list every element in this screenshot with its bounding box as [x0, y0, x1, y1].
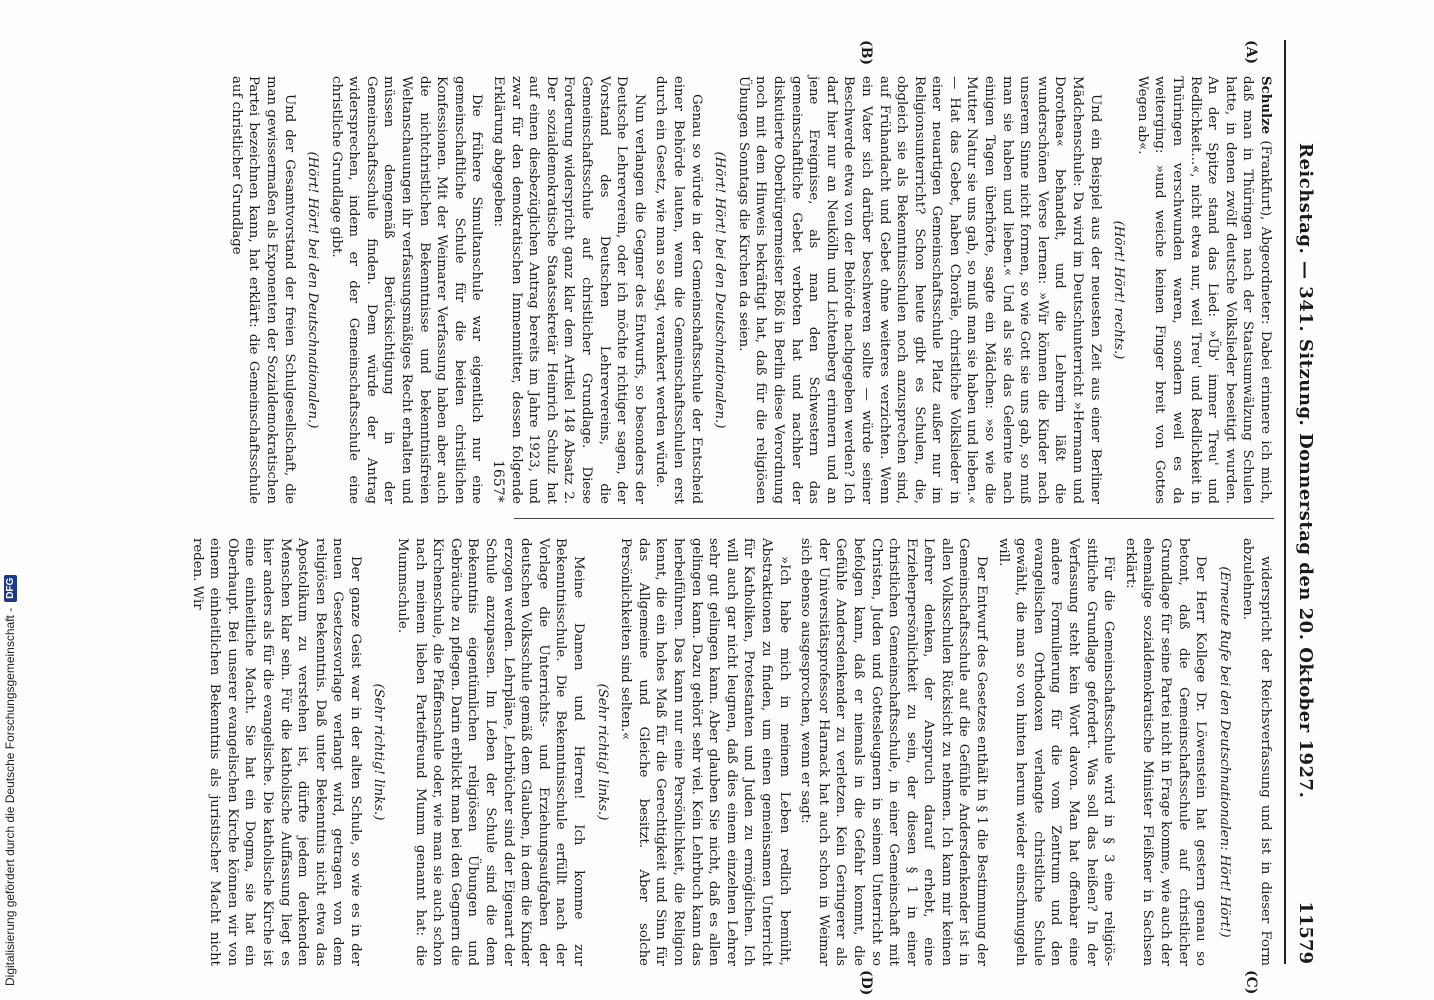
column-divider	[514, 518, 1274, 519]
paragraph	[994, 538, 1117, 966]
paragraph	[327, 76, 485, 504]
page-header	[1284, 40, 1326, 964]
interjection: (Hört! Hört! bei den Deutschnationalen.)	[305, 151, 321, 429]
paragraph-text: Genau so würde in der Gemeinschaftsschule der Entscheid einer Behörde lauten, wenn die Gemeinschaftsschulen erst durch ein Gesetz, wie man so sagt, verankert werden würde.	[653, 76, 704, 504]
speaker-name: Schulze	[1258, 76, 1273, 135]
paragraph	[394, 538, 588, 966]
paragraph-text: Der Entwurf des Gesetzes enthält in § 1 die Bestimmung der Gemeinschaftsschule auf die Gefühle Andersdenkender ist in allen Volksschulen Rücksicht zu nehmen. Ich kann mir keinen Lehrer denken, der Anspruch darauf erhebt, eine Erzieherpersönlichkeit zu sein, der diesen § 1 in einer christlichen Gemeinschaftsschule, in einer Gemeinschaft mit Christen, Juden und Gottesleugnern in seinem Unterricht so befolgen kann, daß er niemals in die Gefahr kommt, die Gefühle Andersdenkender zu verletzen. Kein Geringerer als der Universitätsprofessor Harnack hat auch schon in Weimar sich ebenso ausgesprochen, wenn er sagt:	[798, 538, 990, 966]
interjection: (Sehr richtig! links.)	[371, 683, 387, 821]
paragraph-text: Nun verlangen die Gegner des Entwurfs, so besonders der Deutsche Lehrerverein, oder ich möchte richtiger sagen, der Vorstand des Deutschen Lehrervereins, die Gemeinschaftsschule auf christlicher Grundlage. Diese Forderung widerspricht ganz klar dem Artikel 148 Absatz 2. Der sozialdemokratische Staatssekretär Heinrich Schulz hat auf einen diesbezüglichen Antrag bereits im Jahre 1923, und zwar für den demokratischen Immenmitter, dessen folgende Erklärung abgegeben:	[491, 76, 647, 504]
header-title: Reichstag. — 341. Sitzung. Donnerstag den 20. Oktober 1927.	[1295, 143, 1317, 799]
interjection: (Sehr richtig! links.)	[594, 683, 610, 821]
paragraph-text: widerspricht der Reichsverfassung und ist in dieser Form abzulehnen.	[1240, 538, 1273, 966]
paragraph	[617, 538, 793, 966]
credit-text: Digitalisierung gefördert durch die Deutsche Forschungsgemeinschaft -	[3, 607, 17, 986]
paragraph-text: »Ich habe mich in meinem Leben redlich bemüht, Abstraktionen zu finden, um einen gemeinsamen Unterricht für Katholiken, Protestanten und Juden zu ermöglichen. Ich will auch gar nicht leugnen, daß dies einem einzelnen Lehrer sehr gut gelingen kann. Aber glauben Sie nicht, daß es allen gelingen kann. Dazu gehört sehr viel. Kein Lehrbuch kann das herbeiführen. Das kann nur eine Persönlichkeit, die Religion kennt, die ein hohes Maß für die Gerechtigkeit und Sinn für das Allgemeine und Gleiche besitzt. Aber solche Persönlichkeiten sind selten.«	[618, 538, 792, 966]
paragraph	[1133, 76, 1274, 504]
paragraph	[652, 76, 705, 504]
paragraph	[1239, 538, 1274, 966]
paragraph	[797, 538, 991, 966]
paragraph-text: Und der Gesamtvorstand der freien Schulgesellschaft, die man gewissermaßen als Exponenten der Sozialdemokratischen Partei bezeichnen kann, hat erklärt: die Gemeinschaftsschule auf christlicher Grundlage	[228, 76, 297, 504]
paragraph	[1121, 538, 1209, 966]
paragraph	[227, 76, 297, 504]
right-column	[184, 538, 1274, 966]
interjection: (Hört! Hört! bei den Deutschnationalen.)	[712, 151, 728, 429]
margin-marker-d: (D)	[858, 970, 874, 996]
interjection: (Hört! Hört! rechts.)	[1111, 220, 1127, 360]
paragraph	[188, 538, 364, 966]
paragraph-text: Und ein Beispiel aus der neuesten Zeit aus einer Berliner Mädchenschule: Da wird im Deutschunterricht »Hermann und Dorothea« behandelt, und die Lehrerin läßt die wunderschönen Verse lernen: »Wir können die Kinder nach unserem Sinne nicht formen, so wie Gott sie uns gab, so muß man sie haben und lieben.« Und als sie das Gelernte nach einigen Tagen überhörte, sagte ein Mädchen: »so wie die Mutter Natur sie uns gab, so muß man sie haben und lieben.« — Hat das Gebet, haben Choräle, christliche Volkslieder in einer neuartigen Gemeinschaftsschule Platz außer nur im Religionsunterricht? Schon heute gibt es Schulen, die, obgleich sie als Bekenntnisschulen noch anzusprechen sind, auf Frühandacht und Gebet ohne weiteres verzichten. Wenn ein Vater sich darüber beschweren sollte — würde seiner Beschwerde etwa von der Behörde nachgegeben werden? Ich darf hier nur an Neukölln und Lichtenberg erinnern und an jene Ereignisse, als man den Schwestern das gemeinschaftliche Gebet verboten hat und nachher der diskutierte Oberbürgermeister Böß in Berlin diese Verordnung noch mit dem Hinweis bekräftigt hat, daß für die religiösen Übungen Sonntags die Kirchen da seien.	[735, 76, 1103, 504]
left-column	[223, 76, 1274, 504]
page-footer: 1657*	[490, 460, 506, 503]
paragraph-text: Meine Damen und Herren! Ich komme zur Bekenntnisschule. Die Bekenntnisschule erfüllt nach der Vorlage die Unterrichts- und Erziehungsaufgaben der deutschen Volksschule gemäß dem Glauben, in dem die Kinder erzogen werden. Lehrpläne, Lehrbücher sind der Eigenart der Schule anzupassen. Im Leben der Schule sind die dem Bekenntnis eigentümlichen religiösen Übungen und Gebräuche zu pflegen. Darin erblickt man bei den Gegnern die Kirchenschule, die Pfaffenschule oder, wie man sie auch schon nach meinem lieben Parteifreund Mumm genannt hat: die Mummschule.	[395, 538, 587, 966]
paragraph	[734, 76, 1103, 504]
digitization-credit	[0, 0, 20, 1000]
speaker-affiliation: (Frankfurt), Abgeordneter:	[1258, 140, 1273, 325]
paragraph-text: Dabei erinnere ich mich, daß man in Thüringen nach der Staatsumwälzung Schulen hatte, in denen zwölf deutsche Volkslieder beseitigt wurden. An der Spitze stand das Lied: »Üb' immer Treu' und Redlichkeit...«, nicht etwa nur, weil Treu' und Redlichkeit in Thüringen verschwunden waren, sondern weil es da weiterging: »und weiche keinen Finger breit von Gottes Wegen ab«.	[1134, 76, 1273, 505]
page-number: 11579	[1295, 901, 1317, 964]
paragraph-text: Der Herr Kollege Dr. Löwenstein hat gestern genau so betont, daß die Gemeinschaftsschule auf christlicher Grundlage für seine Partei nicht in Frage komme, wie auch der ehemalige sozialdemokratische Minister Fleißner in Sachsen erklärt:	[1122, 538, 1209, 966]
dfg-logo: DFG	[4, 575, 17, 602]
paragraph-text: Der ganze Geist war in der alten Schule, so wie es in der neuen Gesetzesvorlage verlangt wird, getragen von dem religiösen Bekenntnis. Daß unter Bekenntnis nicht etwa das Apostolikum zu verstehen ist, dürfte jedem denkenden Menschen klar sein. Für die katholische Auffassung liegt es hier anders als für die evangelische. Die katholische Kirche ist eine einheitliche Macht. Sie hat ein Dogma, sie hat ein Oberhaupt. Bei unserer evangelischen Kirche können wir von einem einheitlichen Bekenntnis als juristischer Macht nicht reden. Wir	[189, 538, 363, 966]
margin-marker-a: (A)	[1243, 40, 1259, 65]
margin-marker-b: (B)	[858, 40, 874, 66]
interjection: (Erneute Rufe bei den Deutschnationalen: Hört! Hört!)	[1216, 566, 1232, 938]
margin-marker-c: (C)	[1243, 970, 1259, 995]
paragraph-text: Für die Gemeinschaftsschule wird in § 3 eine religiös-sittliche Grundlage gefordert. Was soll das heißen? In der Verfassung steht kein Wort davon. Man hat offenbar eine andere Formulierung für die vom Zentrum und den evangelischen Orthodoxen verlangte christliche Schule gewählt, die man so von hinten herum wieder einschmuggeln will.	[995, 538, 1117, 966]
paragraph	[489, 76, 647, 504]
paragraph-text: Die frühere Simultanschule war eigentlich nur eine gemeinschaftliche Schule für die beiden christlichen Konfessionen. Mit der Weimarer Verfassung haben aber auch die nichtchristlichen Bekenntnisse und bekenntnisfreien Weltanschauungen ihr verfassungsmäßiges Recht erhalten und müssen demgemäß Berücksichtigung in der Gemeinschaftsschule finden. Dem würde der Antrag widersprechen, indem er der Gemeinschaftsschule eine christliche Grundlage gibt.	[328, 76, 485, 504]
